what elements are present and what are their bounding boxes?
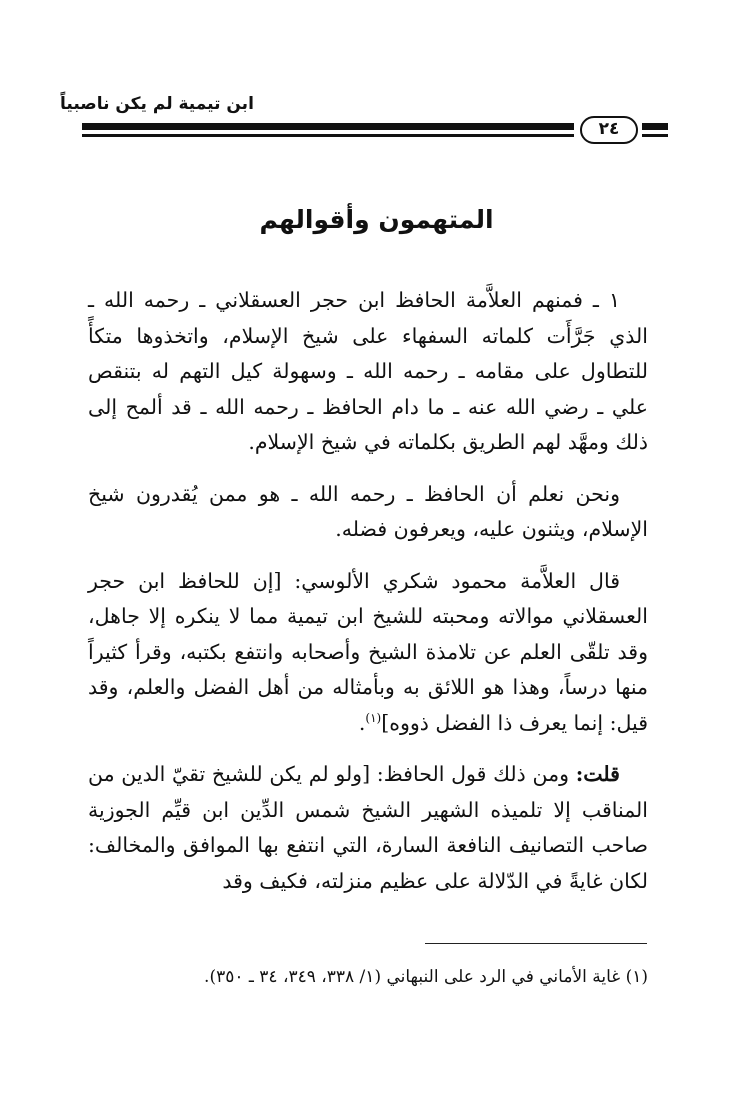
paragraph-3-text: قال العلاَّمة محمود شكري الألوسي: [إن للحافظ ابن حجر العسقلاني موالاته ومحبته للشيخ ابن تيمية مما لا ينكره إلا جاهل، وقد تلقّى العلم عن تلامذة الشيخ وأصحابه وانتفع بكتبه، وقرأ كثيراً منها درساً، وهذا هو اللائق به وبأمثاله من أهل الفضل والعلم، وقد قيل: إنما يعرف ذا الفضل ذووه]	[88, 568, 648, 735]
footnote-reference: (١)	[365, 710, 382, 725]
header-rule-thin	[82, 134, 574, 137]
section-heading: المتهمون وأقوالهم	[259, 205, 494, 234]
body-text	[88, 283, 648, 915]
footnote-divider	[425, 943, 647, 944]
paragraph-4-lead: قلت:	[575, 762, 620, 786]
paragraph-4-text: ومن ذلك قول الحافظ: [ولو لم يكن للشيخ تقيّ الدين من المناقب إلا تلميذه الشهير الشيخ شمس الدِّين ابن قيِّم الجوزية صاحب التصانيف النافعة السارة، التي انتفع بها الموافق والمخالف: لكان غايةً في الدّلالة على عظيم منزلته، فكيف وقد	[88, 762, 648, 893]
paragraph-3-end: .	[358, 710, 366, 735]
header-rule-thick	[82, 123, 574, 130]
header-rule-right-thick	[642, 123, 668, 130]
running-title: ابن تيمية لم يكن ناصبياً	[60, 94, 254, 114]
header-rule-right-thin	[642, 134, 668, 137]
paragraph-3	[88, 564, 648, 742]
paragraph-1: ١ ـ فمنهم العلاَّمة الحافظ ابن حجر العسقلاني ـ رحمه الله ـ الذي جَرَّأَت كلماته السفهاء على شيخ الإسلام، واتخذوها متكأً للتطاول على مقامه ـ رحمه الله ـ وسهولة كيل التهم له بتنقص علي ـ رضي الله عنه ـ ما دام الحافظ ـ رحمه الله ـ قد ألمح إلى ذلك ومهَّد لهم الطريق بكلماته في شيخ الإسلام.	[88, 288, 648, 454]
page-number: ٢٤	[580, 116, 638, 144]
paragraph-4	[88, 757, 648, 899]
footnote: (١) غاية الأماني في الرد على النبهاني (١/ ٣٣٨، ٣٤٩، ٣٤ ـ ٣٥٠).	[204, 967, 648, 987]
paragraph-2: ونحن نعلم أن الحافظ ـ رحمه الله ـ هو ممن يُقدرون شيخ الإسلام، ويثنون عليه، ويعرفون فضله.	[88, 481, 648, 541]
